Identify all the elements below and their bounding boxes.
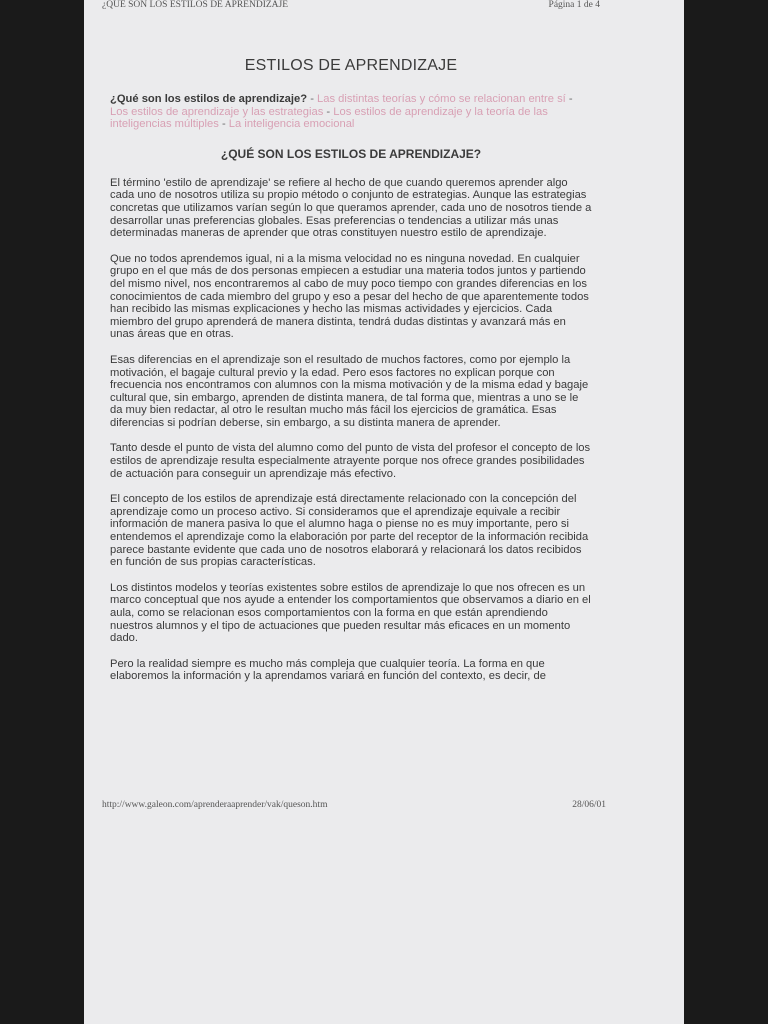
nav-link-theories[interactable]: Las distintas teorías y cómo se relacionan entre sí xyxy=(317,93,566,105)
paragraph-1: El término 'estilo de aprendizaje' se refiere al hecho de que cuando queremos aprender algo cada uno de nosotros utiliza su propio método o conjunto de estrategias. Aunque las estrategias concretas que utilizamos varían según lo que queramos aprender, cada uno de nosotros tiende a desarrollar unas preferencias globales. Esas preferencias o tendencias a utilizar más unas determinadas maneras de aprender que otras constituyen nuestro estilo de aprendizaje. xyxy=(110,176,592,240)
paragraph-7: Pero la realidad siempre es mucho más compleja que cualquier teoría. La forma en que elaboremos la información y la aprendamos variará en función del contexto, es decir, de xyxy=(110,657,546,683)
printed-page xyxy=(84,0,684,1024)
nav-link-multiple-intelligences[interactable]: Los estilos de aprendizaje y la teoría de las inteligencias múltiples xyxy=(110,105,548,131)
nav-link-strategies[interactable]: Los estilos de aprendizaje y las estrategias xyxy=(110,105,324,118)
document-body xyxy=(110,56,592,696)
nav-separator: - xyxy=(326,105,334,118)
source-url: http://www.galeon.com/aprenderaaprender/vak/queson.htm xyxy=(102,800,328,810)
print-footer xyxy=(102,800,606,814)
nav-current-topic: ¿Qué son los estilos de aprendizaje? xyxy=(110,93,308,105)
paragraph-6: Los distintos modelos y teorías existentes sobre estilos de aprendizaje lo que nos ofrecen es un marco conceptual que nos ayude a entender los comportamientos que observamos a diario en el aula, como se relacionan esos comportamientos con la forma en que están aprendiendo nuestros alumnos y el tipo de actuaciones que pueden resultar más eficaces en un momento dado. xyxy=(110,581,591,645)
nav-separator: - xyxy=(568,93,573,105)
nav-separator: - xyxy=(221,118,229,131)
print-date: 28/06/01 xyxy=(572,800,606,810)
section-heading: ¿QUÉ SON LOS ESTILOS DE APRENDIZAJE? xyxy=(220,146,482,161)
paragraph-5: El concepto de los estilos de aprendizaje está directamente relacionado con la concepción del aprendizaje como un proceso activo. Si consideramos que el aprendizaje equivale a recibir información de manera pasiva lo que el alumno haga o piense no es muy importante, pero si entendemos el aprendizaje como la elaboración por parte del receptor de la información recibida parece bastante evidente que cada uno de nosotros elaborará y relacionará los datos recibidos en función de sus propias características. xyxy=(110,493,589,569)
paragraph-2: Que no todos aprendemos igual, ni a la misma velocidad no es ninguna novedad. En cualquier grupo en el que más de dos personas empiecen a estudiar una materia todos juntos y partiendo del mismo nivel, nos encontraremos al cabo de muy poco tiempo con grandes diferencias en los conocimientos de cada miembro del grupo y eso a pesar del hecho de que aparentemente todos han recibido las mismas explicaciones y hecho las mismas actividades y ejercicios. Cada miembro del grupo aprenderá de manera distinta, tendrá dudas distintas y avanzará más en unas áreas que en otras. xyxy=(110,252,589,341)
paragraph-4: Tanto desde el punto de vista del alumno como del punto de vista del profesor el concepto de los estilos de aprendizaje resulta especialmente atrayente porque nos ofrece grandes posibilidades de actuación para conseguir un aprendizaje más efectivo. xyxy=(110,442,591,480)
document-title: ESTILOS DE APRENDIZAJE xyxy=(244,57,458,74)
nav-link-emotional-intelligence[interactable]: La inteligencia emocional xyxy=(228,118,355,131)
running-title: ¿QUÉ SON LOS ESTILOS DE APRENDIZAJE xyxy=(102,0,289,10)
page-number: Página 1 de 4 xyxy=(548,0,600,10)
topic-navigation xyxy=(110,93,592,131)
print-header xyxy=(102,0,600,14)
nav-separator: - xyxy=(310,93,318,105)
paragraph-3: Esas diferencias en el aprendizaje son el resultado de muchos factores, como por ejemplo la motivación, el bagaje cultural previo y la edad. Pero esos factores no explican porque con frecuencia nos encontramos con alumnos con la misma motivación y de la misma edad y bagaje cultural que, sin embargo, aprenden de distinta manera, de tal forma que, mientras a uno se le da muy bien redactar, al otro le resultan mucho más fácil los ejercicios de gramática. Esas diferencias si podrían deberse, sin embargo, a su distinta manera de aprender. xyxy=(110,353,589,429)
